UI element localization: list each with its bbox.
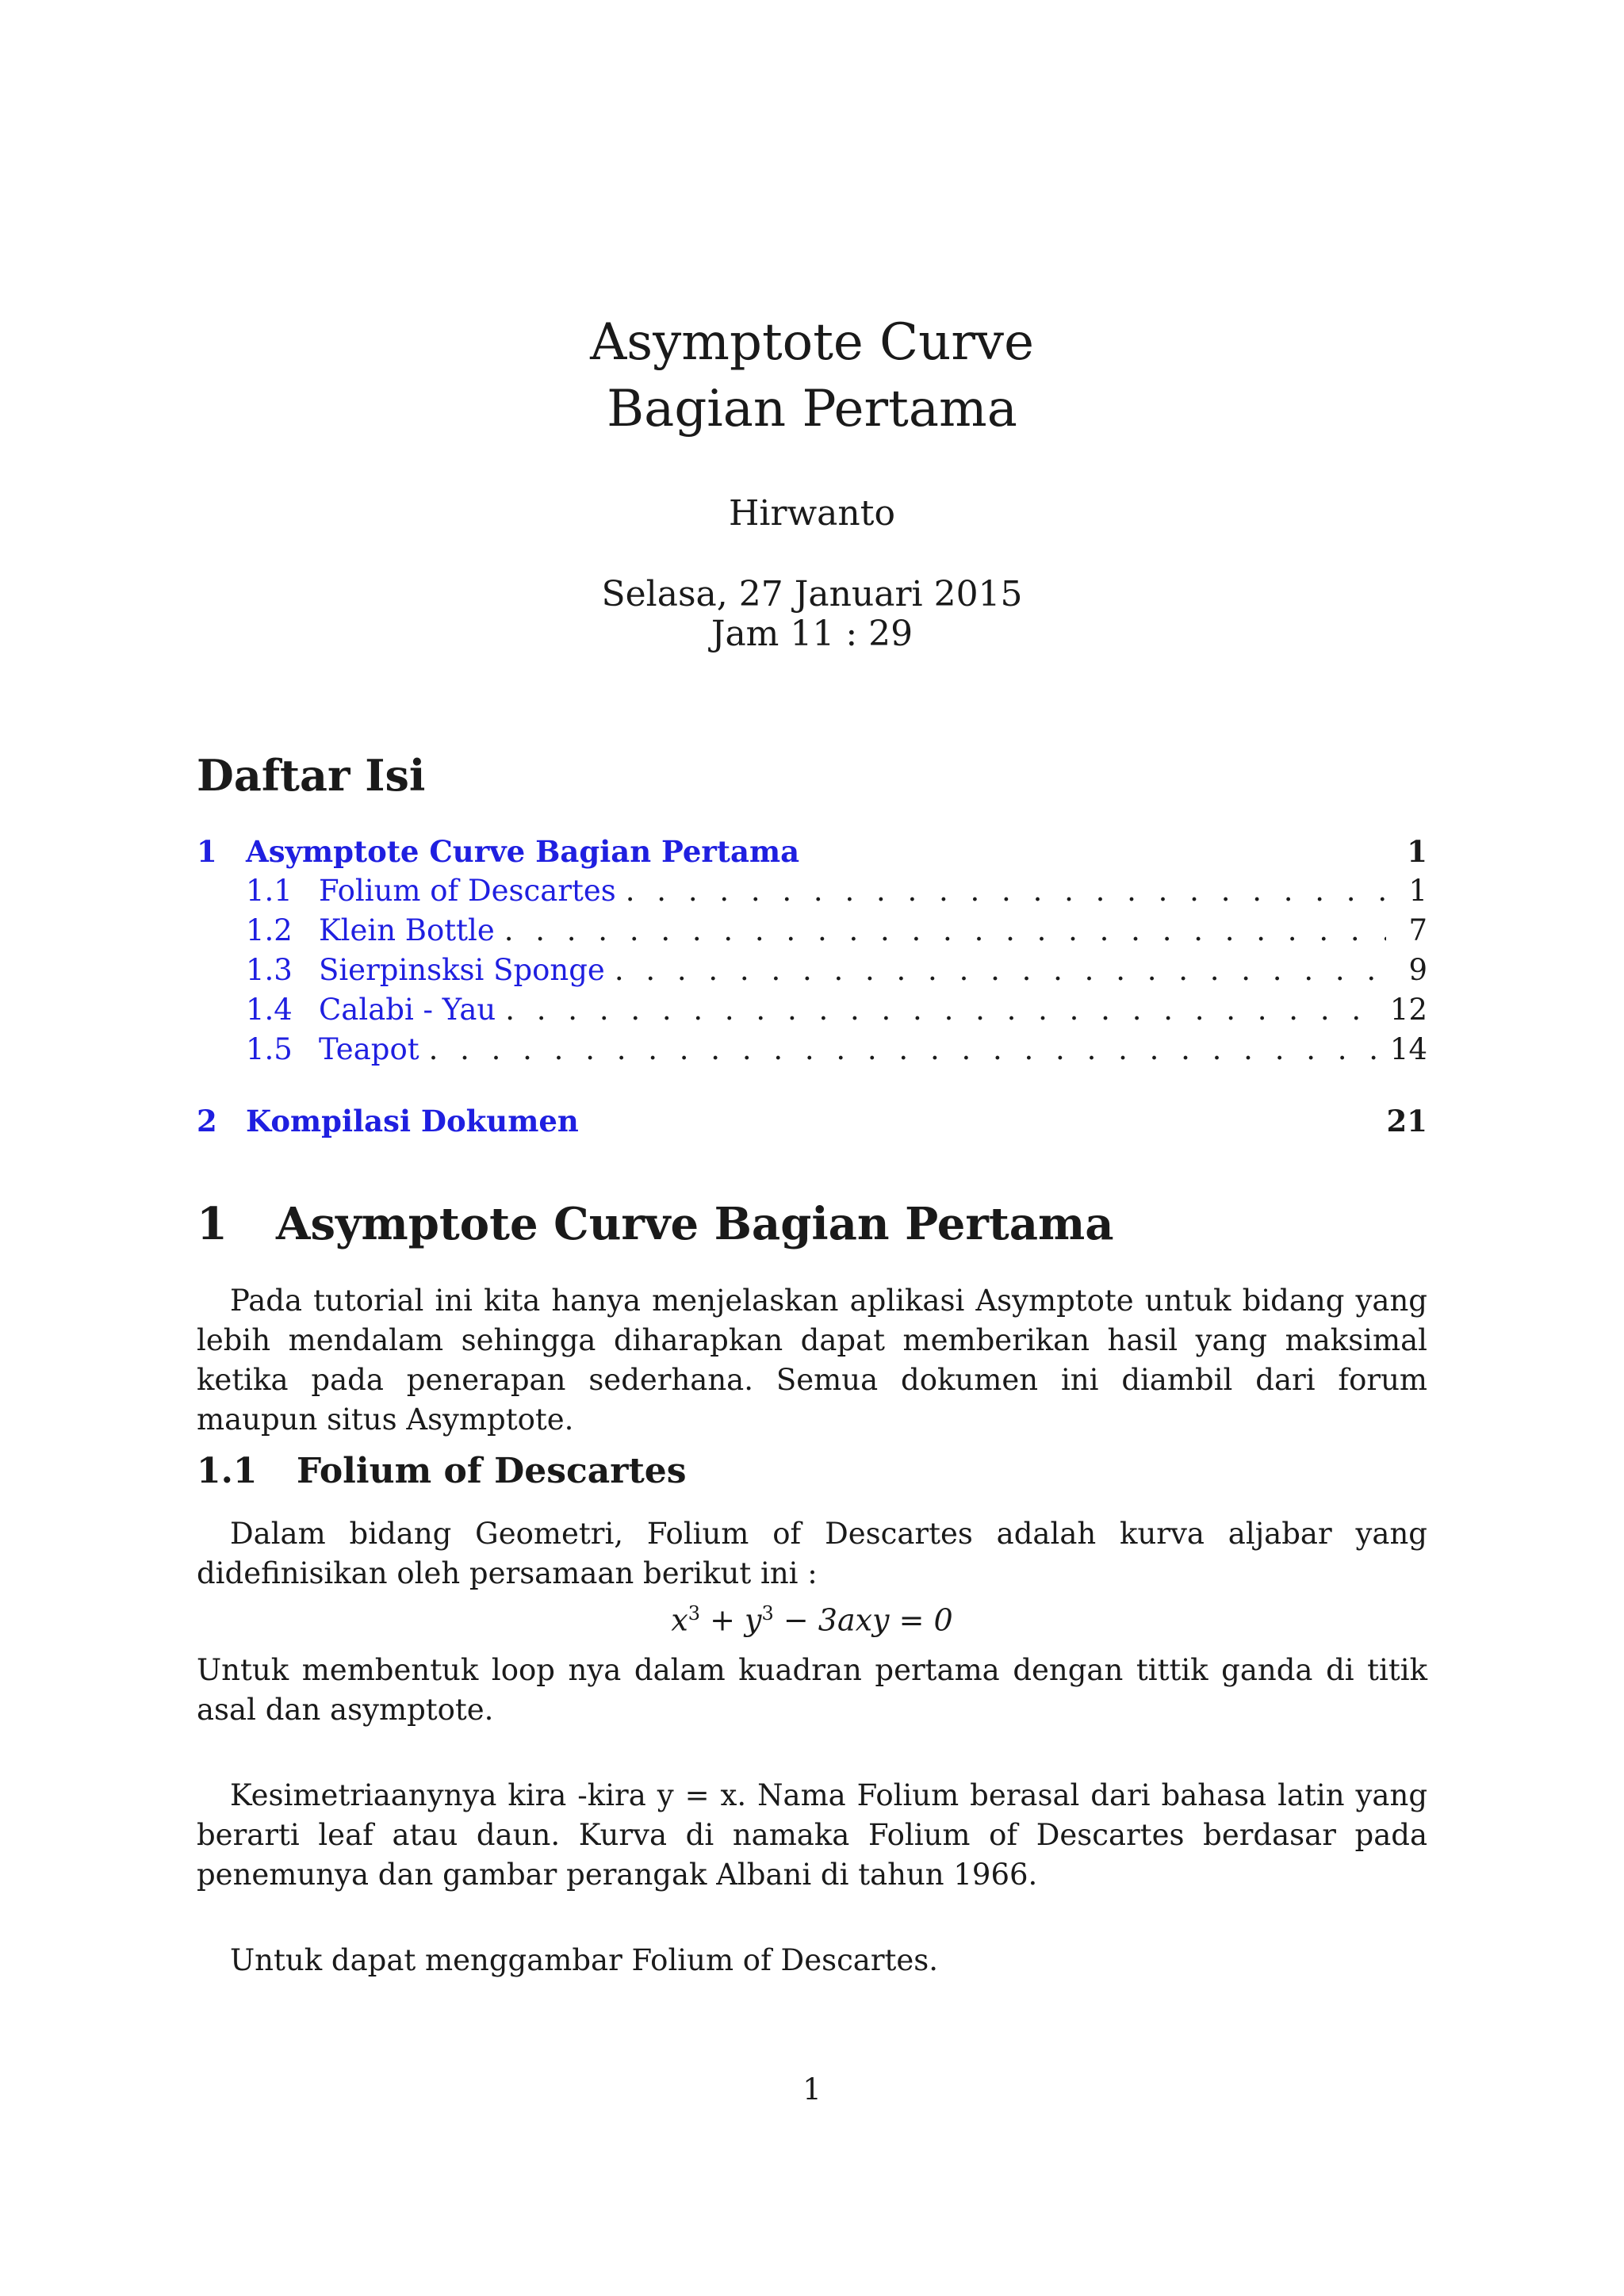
equation-exponent: 3 xyxy=(761,1602,774,1624)
folium-symmetry-paragraph: Kesimetriaanynya kira -kira y = x. Nama Folium berasal dari bahasa latin yang berarti leaf atau daun. Kurva di namaka Folium of Descartes berdasar pada penemunya dan gambar perangak Albani di tahun 1966. xyxy=(197,1778,1427,1892)
page-number: 1 xyxy=(802,2072,822,2107)
toc-entry-title: Teapot xyxy=(319,1032,419,1066)
section-heading-1 xyxy=(197,1197,1114,1251)
toc-entry-number: 1.5 xyxy=(246,1032,293,1066)
equation-term: + y xyxy=(700,1602,762,1638)
toc-entry-title: Folium of Descartes xyxy=(319,874,616,908)
author-name: Hirwanto xyxy=(729,493,895,534)
folium-definition-paragraph: Dalam bidang Geometri, Folium of Descartes adalah kurva aljabar yang didefinisikan oleh persamaan berikut ini : xyxy=(197,1517,1427,1590)
document-date: Selasa, 27 Januari 2015 xyxy=(601,574,1023,614)
toc-entry-number: 1.4 xyxy=(246,993,293,1027)
toc-entry-page: 12 xyxy=(1389,993,1427,1027)
toc-dot-leader xyxy=(504,912,1386,950)
toc-entry-subsection-1-1[interactable] xyxy=(197,872,1427,910)
equation-term: − 3axy = 0 xyxy=(773,1602,953,1638)
toc-entry-number: 1 xyxy=(197,834,217,869)
document-title-line2: Bagian Pertama xyxy=(607,380,1017,438)
toc-dot-leader xyxy=(429,1031,1381,1069)
toc-entry-title: Sierpinsksi Sponge xyxy=(319,953,605,987)
toc-entry-subsection-1-5[interactable] xyxy=(197,1031,1427,1069)
toc-entry-section-1[interactable] xyxy=(197,832,1427,871)
toc-entry-section-2[interactable] xyxy=(197,1102,1427,1140)
toc-entry-page: 14 xyxy=(1389,1032,1427,1066)
toc-entry-number: 1.3 xyxy=(246,953,293,987)
toc-entry-page: 7 xyxy=(1408,913,1427,947)
toc-entry-title: Asymptote Curve Bagian Pertama xyxy=(246,834,800,869)
folium-draw-paragraph: Untuk dapat menggambar Folium of Descartes. xyxy=(230,1943,939,1977)
folium-equation xyxy=(0,1594,1624,1640)
toc-entry-page: 21 xyxy=(1386,1104,1427,1138)
toc-entry-page: 1 xyxy=(1408,874,1427,908)
toc-heading: Daftar Isi xyxy=(197,750,426,801)
toc-dot-leader xyxy=(626,872,1386,910)
equation-exponent: 3 xyxy=(688,1602,701,1624)
toc-entry-page: 9 xyxy=(1408,953,1427,987)
toc-entry-title: Klein Bottle xyxy=(319,913,495,947)
toc-dot-leader xyxy=(505,991,1381,1029)
section-1-intro-paragraph: Pada tutorial ini kita hanya menjelaskan aplikasi Asymptote untuk bidang yang lebih mendalam sehingga diharapkan dapat memberikan hasil yang maksimal ketika pada penerapan sederhana. Semua dokumen ini diambil dari forum maupun situs Asymptote. xyxy=(197,1284,1427,1437)
folium-loop-paragraph: Untuk membentuk loop nya dalam kuadran pertama dengan tittik ganda di titik asal dan asymptote. xyxy=(197,1653,1427,1727)
toc-entry-subsection-1-4[interactable] xyxy=(197,991,1427,1029)
toc-entry-title: Calabi - Yau xyxy=(319,993,496,1027)
subsection-heading-1-1 xyxy=(197,1449,687,1494)
toc-entry-number: 1.2 xyxy=(246,913,293,947)
subsection-title: Folium of Descartes xyxy=(297,1451,687,1491)
toc-entry-page: 1 xyxy=(1407,834,1427,869)
toc-entry-number: 1.1 xyxy=(246,874,293,908)
toc-entry-subsection-1-3[interactable] xyxy=(197,951,1427,989)
section-number: 1 xyxy=(197,1198,228,1250)
document-title-line1: Asymptote Curve xyxy=(590,313,1034,372)
document-time: Jam 11 : 29 xyxy=(710,614,914,654)
section-title: Asymptote Curve Bagian Pertama xyxy=(276,1198,1114,1250)
toc-entry-subsection-1-2[interactable] xyxy=(197,912,1427,950)
subsection-number: 1.1 xyxy=(197,1451,258,1491)
toc-entry-title: Kompilasi Dokumen xyxy=(246,1104,579,1138)
toc-dot-leader xyxy=(615,951,1386,989)
toc-entry-number: 2 xyxy=(197,1104,217,1138)
equation-term: x xyxy=(671,1602,688,1638)
